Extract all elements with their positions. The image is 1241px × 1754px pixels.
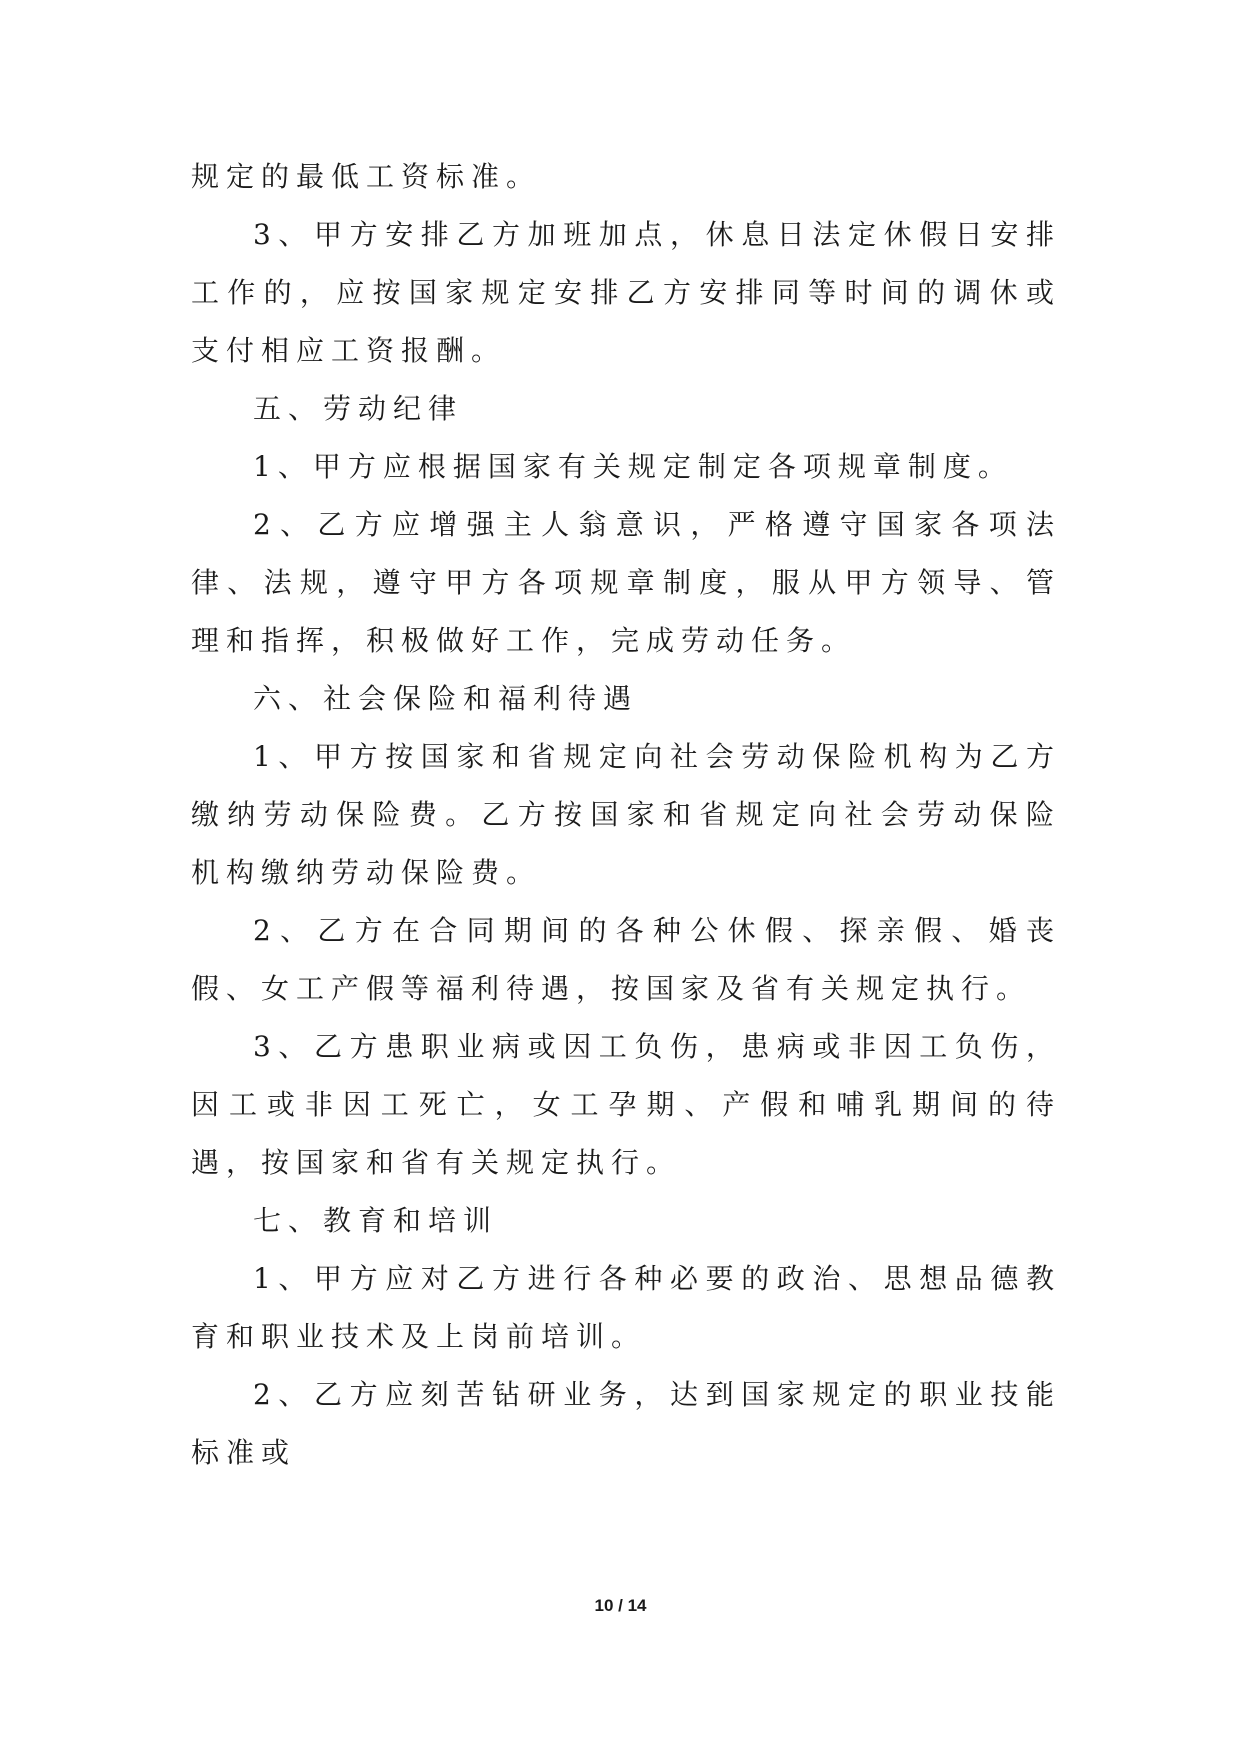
paragraph-compliance-clause: 2、乙方应增强主人翁意识，严格遵守国家各项法律、法规，遵守甲方各项规章制度，服从甲方领导、管理和指挥，积极做好工作，完成劳动任务。 <box>191 508 1061 657</box>
paragraph-injury-clause: 3、乙方患职业病或因工负伤，患病或非因工负伤，因工或非因工死亡，女工孕期、产假和哺乳期间的待遇，按国家和省有关规定执行。 <box>191 1030 1061 1179</box>
paragraph-skills-clause: 2、乙方应刻苦钻研业务，达到国家规定的职业技能标准或 <box>191 1378 1061 1469</box>
paragraph-leave-clause: 2、乙方在合同期间的各种公休假、探亲假、婚丧假、女工产假等福利待遇，按国家及省有关规定执行。 <box>191 914 1061 1005</box>
section-heading-labor-discipline: 五、劳动纪律 <box>253 392 464 425</box>
paragraph-training-clause: 1、甲方应对乙方进行各种必要的政治、思想品德教育和职业技术及上岗前培训。 <box>191 1262 1061 1353</box>
section-heading-social-insurance: 六、社会保险和福利待遇 <box>253 682 639 715</box>
paragraph-rules-clause: 1、甲方应根据国家有关规定制定各项规章制度。 <box>253 450 1013 483</box>
paragraph-overtime-clause: 3、甲方安排乙方加班加点，休息日法定休假日安排工作的，应按国家规定安排乙方安排同等时间的调休或支付相应工资报酬。 <box>191 218 1061 367</box>
section-heading-education-training: 七、教育和培训 <box>253 1204 499 1237</box>
paragraph-insurance-clause: 1、甲方按国家和省规定向社会劳动保险机构为乙方缴纳劳动保险费。乙方按国家和省规定向社会劳动保险机构缴纳劳动保险费。 <box>191 740 1061 889</box>
document-body <box>191 148 1061 1482</box>
page-number: 10 / 14 <box>594 1596 647 1615</box>
paragraph-continuation: 规定的最低工资标准。 <box>191 160 542 193</box>
